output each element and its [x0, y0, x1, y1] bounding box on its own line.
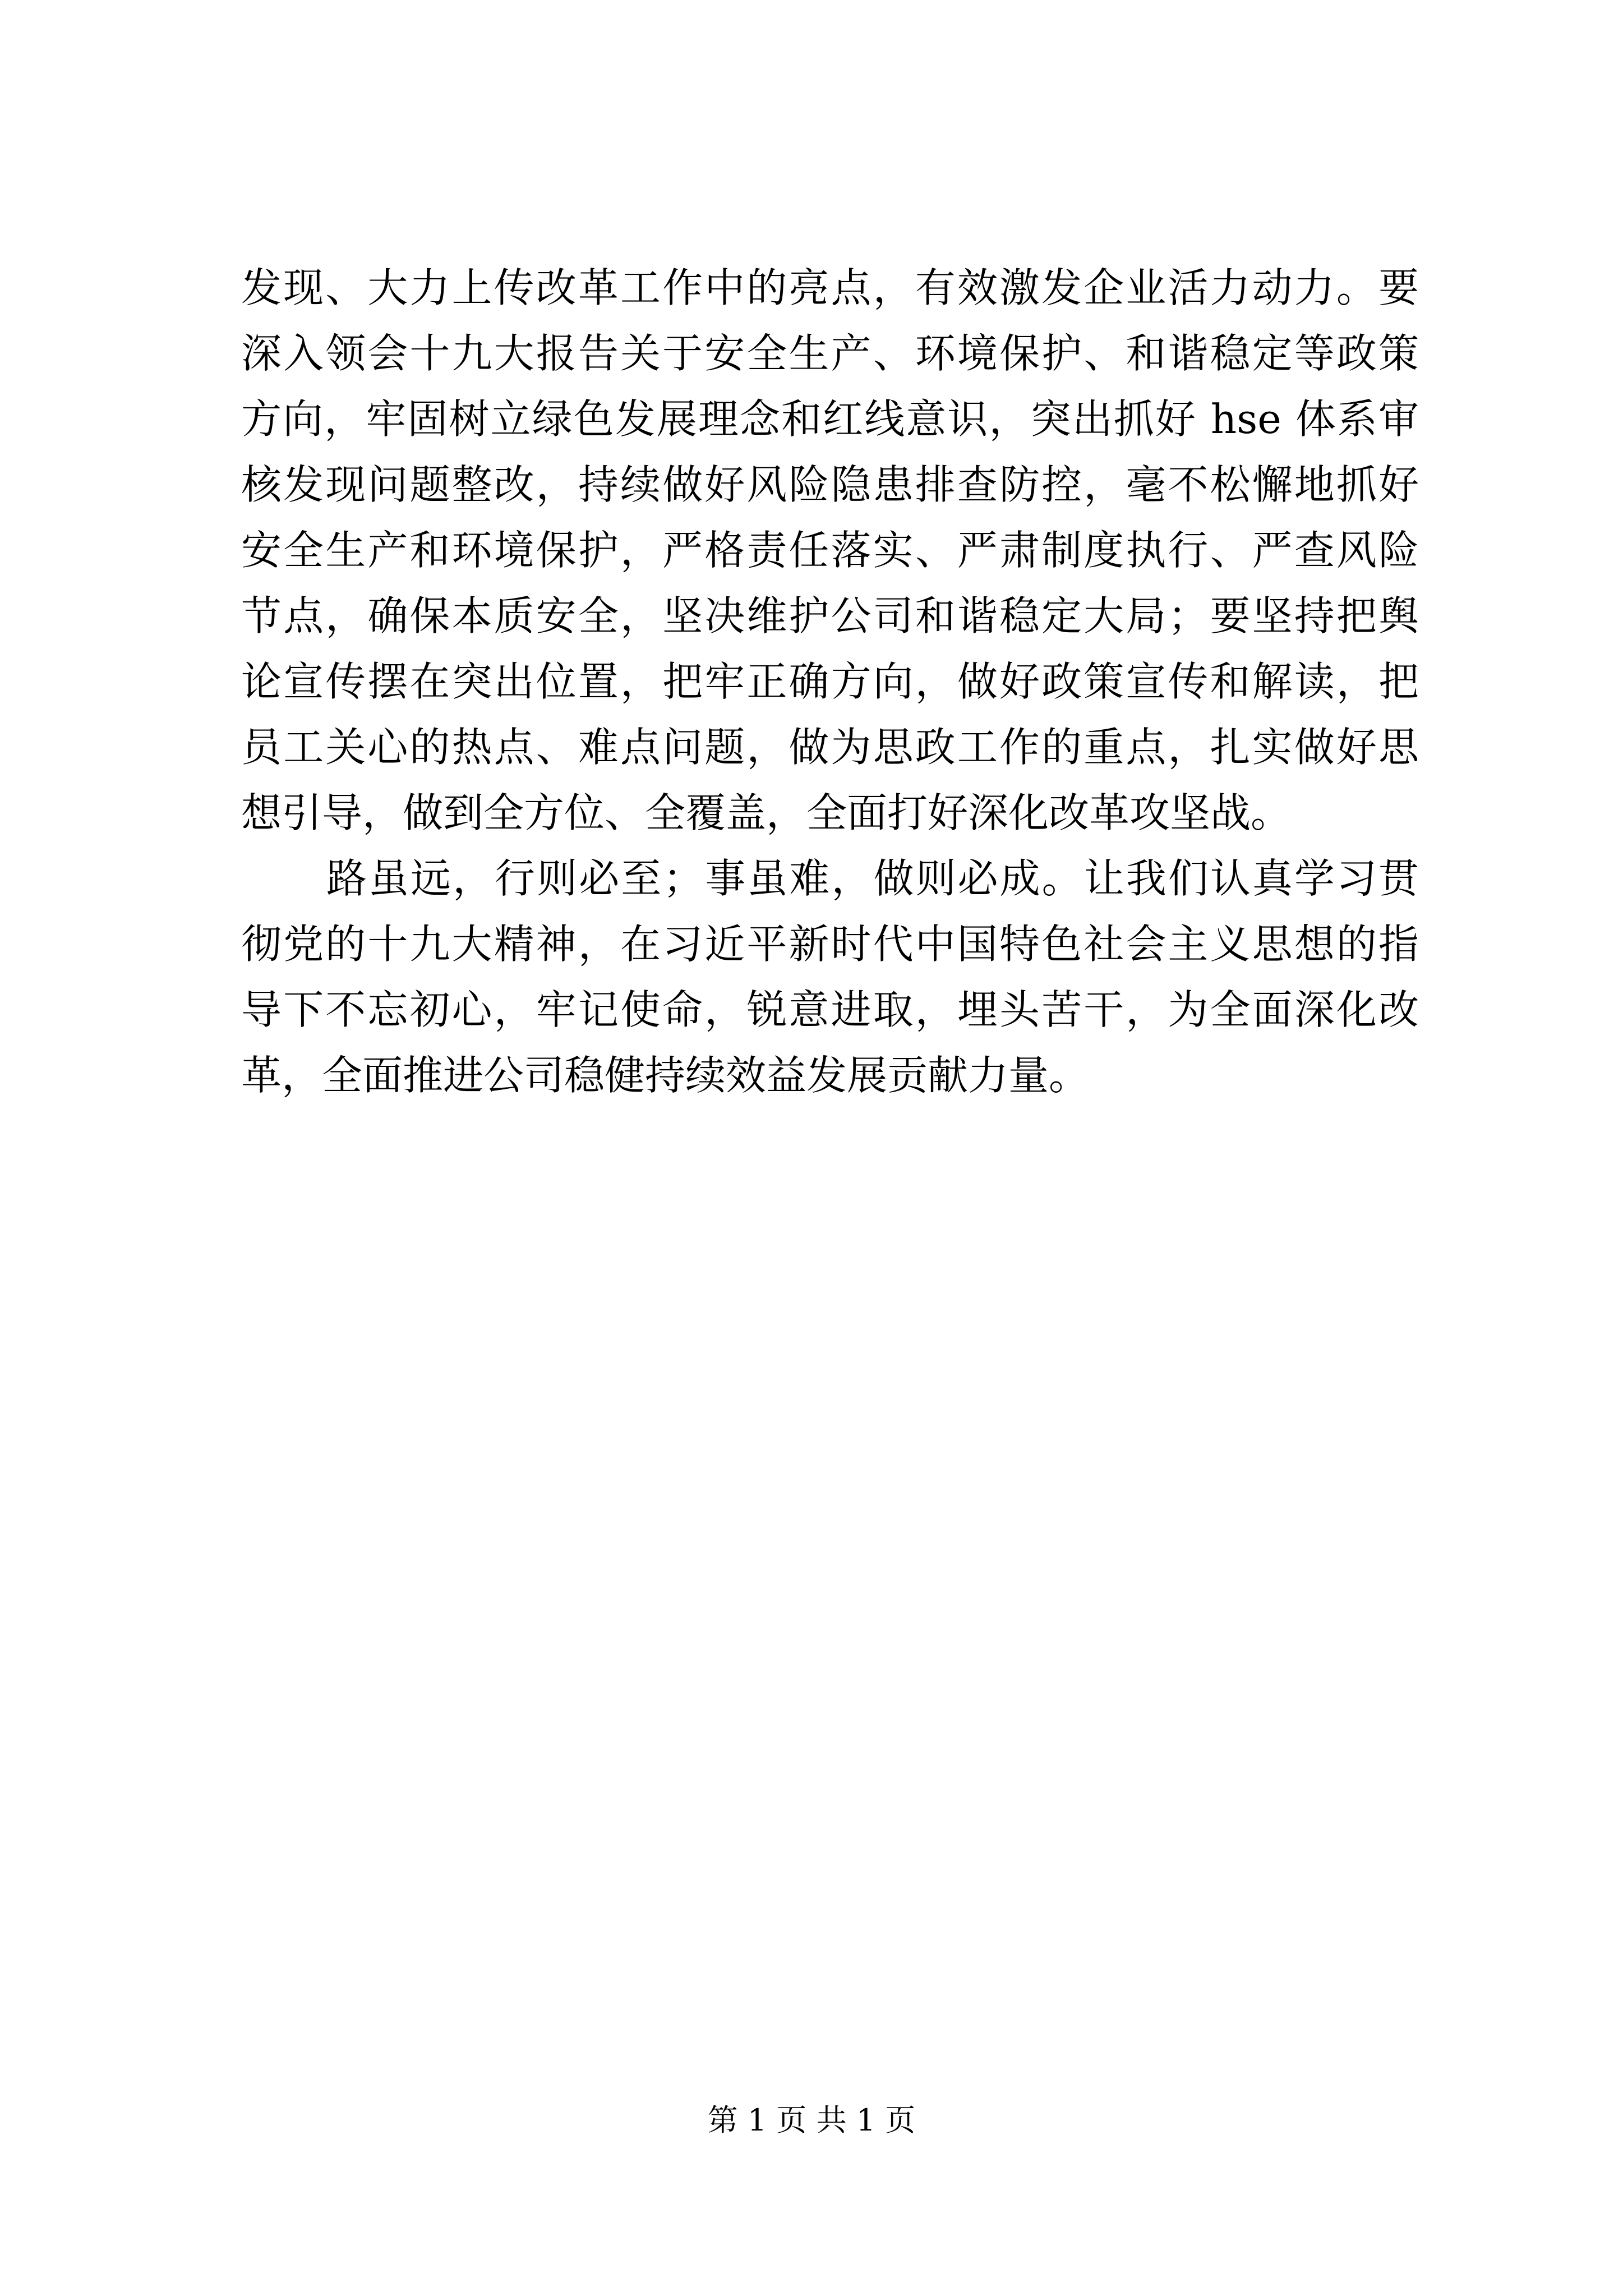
paragraph — [241, 846, 1419, 1108]
text-line: 安全生产和环境保护，严格责任落实、严肃制度执行、严查风险 — [241, 527, 1419, 574]
text-line: 革，全面推进公司稳健持续效益发展贡献力量。 — [241, 1052, 1090, 1099]
page-number-footer: 第 1 页 共 1 页 — [707, 2102, 916, 2138]
text-line: 员工关心的热点、难点问题，做为思政工作的重点，扎实做好思 — [241, 724, 1419, 771]
text-line: 深入领会十九大报告关于安全生产、环境保护、和谐稳定等政策 — [241, 330, 1419, 377]
body-text — [241, 255, 1419, 1108]
text-line: 彻党的十九大精神，在习近平新时代中国特色社会主义思想的指 — [241, 921, 1419, 968]
text-line: 核发现问题整改，持续做好风险隐患排查防控，毫不松懈地抓好 — [241, 461, 1419, 508]
text-line: 导下不忘初心，牢记使命，锐意进取，埋头苦干，为全面深化改 — [241, 986, 1419, 1033]
text-line: 发现、大力上传改革工作中的亮点，有效激发企业活力动力。要 — [241, 264, 1419, 311]
text-line: 方向，牢固树立绿色发展理念和红线意识，突出抓好 hse 体系审 — [241, 395, 1419, 443]
paragraph — [241, 255, 1419, 846]
text-line: 论宣传摆在突出位置，把牢正确方向，做好政策宣传和解读，把 — [241, 658, 1419, 705]
text-line: 节点，确保本质安全，坚决维护公司和谐稳定大局；要坚持把舆 — [241, 592, 1419, 639]
text-line: 路虽远，行则必至；事虽难，做则必成。让我们认真学习贯 — [326, 855, 1419, 902]
text-line: 想引导，做到全方位、全覆盖，全面打好深化改革攻坚战。 — [241, 789, 1292, 836]
